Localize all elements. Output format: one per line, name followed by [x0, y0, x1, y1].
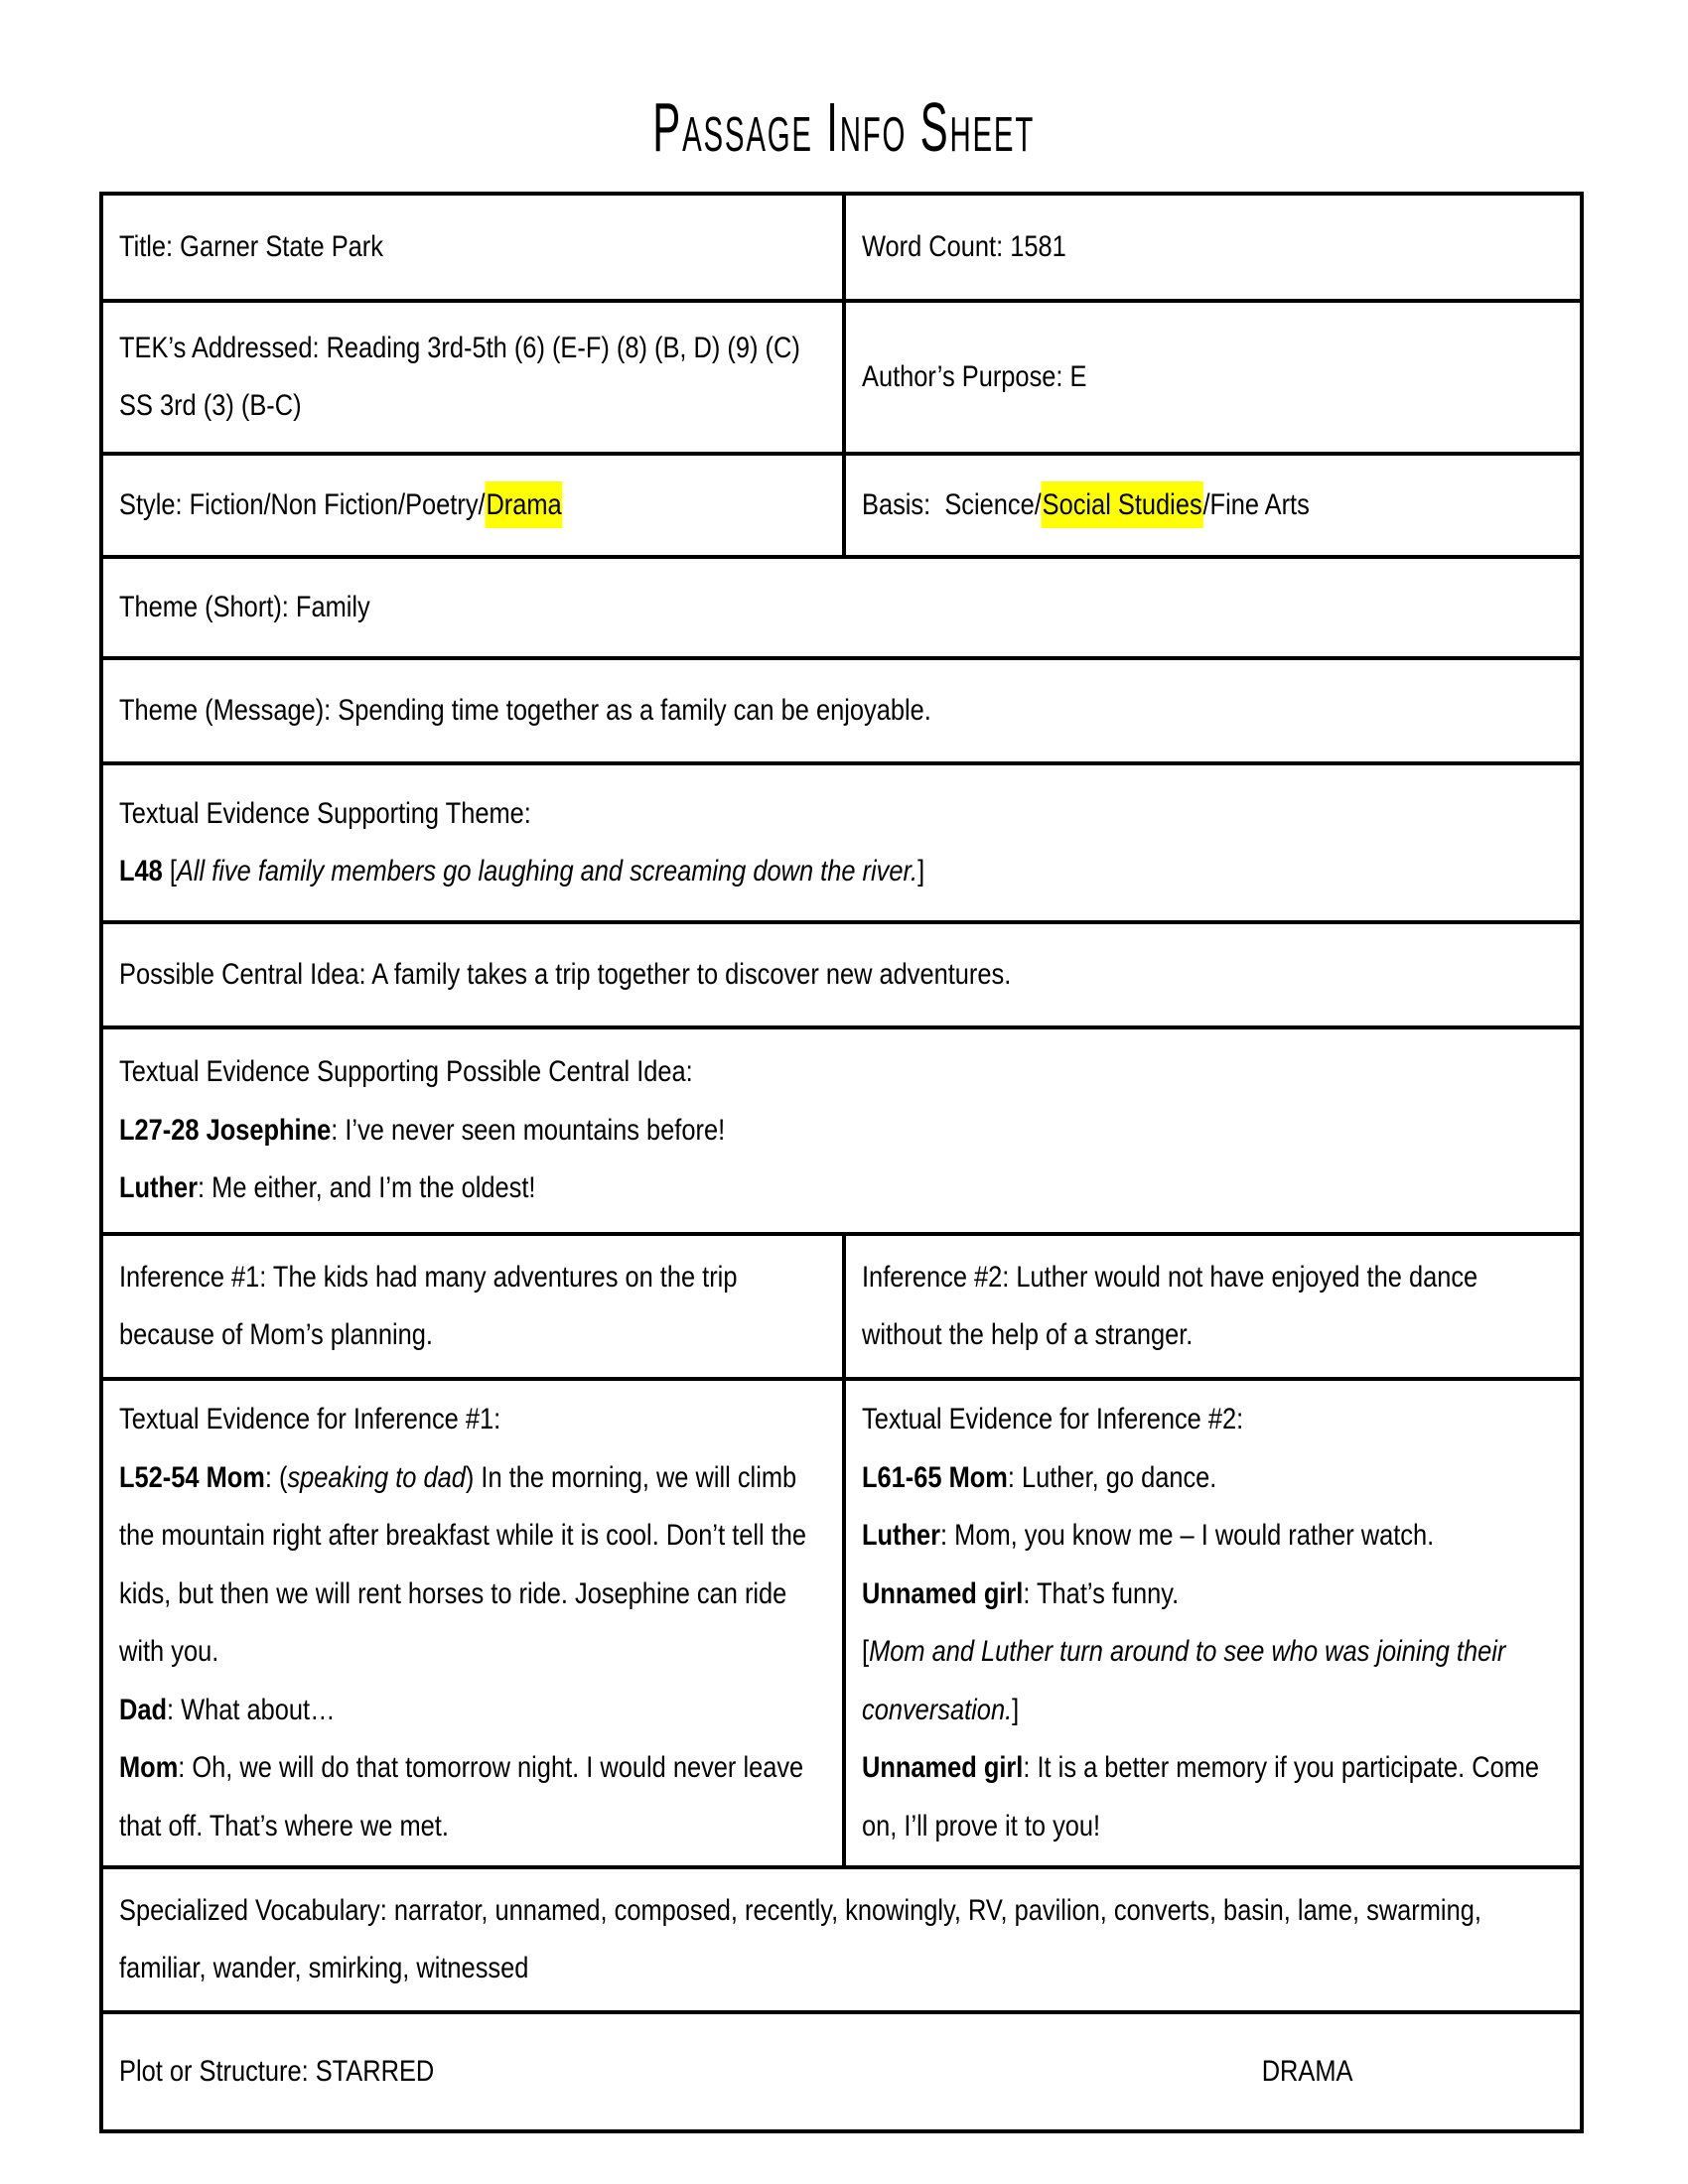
word-count-field — [862, 218, 1563, 277]
theme-message-field — [119, 682, 1563, 741]
cell-plot-structure — [101, 2012, 1582, 2131]
paragraph — [119, 946, 1563, 1005]
paragraph — [862, 1623, 1563, 1739]
paragraph — [119, 477, 826, 535]
cell-basis — [844, 454, 1582, 557]
text-run: Possible Central Idea: A family takes a trip together to discover new adventures. — [119, 957, 1012, 991]
text-run: Unnamed girl — [862, 1576, 1024, 1610]
text-run: Style: Fiction/Non Fiction/Poetry/ — [119, 487, 486, 521]
paragraph — [119, 1882, 1563, 1998]
text-run: Dad — [119, 1693, 168, 1726]
text-run: Mom and Luther turn around to see who was joining their conversation. — [862, 1635, 1506, 1726]
paragraph — [119, 785, 1563, 844]
cell-title — [101, 194, 844, 301]
text-run: : It is a better memory if you participate. Come on, I’ll prove it to you! — [862, 1751, 1540, 1843]
text-run: : ( — [264, 1460, 288, 1494]
paragraph — [862, 1449, 1563, 1508]
paragraph — [862, 1739, 1563, 1855]
text-run: Inference #1: The kids had many adventures on the trip because of Mom’s planning. — [119, 1260, 738, 1351]
cell-style — [101, 454, 844, 557]
row-theme-message — [101, 658, 1582, 763]
row-central-idea — [101, 922, 1582, 1027]
paragraph — [119, 1249, 826, 1365]
cell-central-idea — [101, 922, 1582, 1027]
evidence-inference-1-field — [119, 1391, 826, 1855]
text-run: ] — [1012, 1693, 1020, 1726]
row-plot-structure — [101, 2012, 1582, 2131]
text-run: L61-65 — [862, 1460, 950, 1494]
text-run: Textual Evidence Supporting Theme: — [119, 796, 531, 830]
paragraph — [119, 843, 1563, 901]
paragraph — [119, 1102, 1563, 1160]
evidence-inference-2-field — [862, 1391, 1563, 1855]
text-run: Mom — [206, 1460, 265, 1494]
row-evidence-central — [101, 1027, 1582, 1234]
paragraph — [119, 218, 826, 277]
cell-authors-purpose — [844, 301, 1582, 454]
cell-inference-1 — [101, 1234, 844, 1379]
row-evidence-theme — [101, 763, 1582, 922]
text-run: /Fine Arts — [1202, 487, 1311, 521]
cell-inference-2 — [844, 1234, 1582, 1379]
text-run: speaking to dad — [287, 1460, 466, 1494]
evidence-central-field — [119, 1043, 1563, 1218]
text-run: : Mom, you know me – I would rather watch. — [940, 1519, 1435, 1552]
row-title-wordcount — [101, 194, 1582, 301]
text-run: L52-54 — [119, 1460, 207, 1494]
text-run: Unnamed girl — [862, 1751, 1024, 1784]
paragraph — [862, 1391, 1563, 1449]
cell-vocab — [101, 1867, 1582, 2012]
paragraph — [862, 477, 1563, 535]
text-run: : That’s funny. — [1023, 1576, 1180, 1610]
text-run: Textual Evidence for Inference #1: — [119, 1403, 501, 1435]
row-theme-short — [101, 557, 1582, 658]
paragraph — [862, 218, 1563, 277]
cell-teks — [101, 301, 844, 454]
style-field — [119, 477, 826, 535]
cell-evidence-inference-1 — [101, 1379, 844, 1867]
text-run: Textual Evidence for Inference #2: — [862, 1403, 1244, 1435]
authors-purpose-field — [862, 348, 1563, 407]
row-vocab — [101, 1867, 1582, 2012]
text-run: : Luther, go dance. — [1008, 1460, 1217, 1494]
vocab-field — [119, 1882, 1563, 1998]
text-run: Mom — [119, 1751, 179, 1784]
plot-structure-label: Plot or Structure: STARRED — [119, 2054, 435, 2088]
central-idea-field — [119, 946, 1563, 1005]
inference-1-field — [119, 1249, 826, 1365]
plot-structure-field — [119, 2043, 1563, 2102]
paragraph — [119, 579, 1563, 637]
text-run: Josephine — [206, 1113, 332, 1147]
text-run: Theme (Message): Spending time together as a family can be enjoyable. — [119, 693, 931, 727]
paragraph — [862, 1507, 1563, 1566]
highlighted-text: Drama — [486, 481, 563, 528]
row-teks-purpose — [101, 301, 1582, 454]
cell-evidence-inference-2 — [844, 1379, 1582, 1867]
paragraph — [862, 348, 1563, 407]
text-run: : I’ve never seen mountains before! — [331, 1113, 726, 1147]
text-run: All five family members go laughing and screaming down the river. — [176, 855, 918, 887]
info-table — [99, 192, 1584, 2133]
paragraph — [119, 320, 826, 436]
text-run: [ — [862, 1635, 870, 1668]
theme-short-field — [119, 579, 1563, 637]
text-run: Title: Garner State Park — [119, 229, 383, 263]
paragraph — [119, 1391, 826, 1449]
evidence-theme-field — [119, 785, 1563, 901]
text-run: Word Count: 1581 — [862, 229, 1067, 263]
row-evidence-inferences — [101, 1379, 1582, 1867]
paragraph — [862, 1566, 1563, 1624]
text-run: Basis: Science/ — [862, 487, 1043, 521]
paragraph — [862, 1249, 1563, 1365]
paragraph — [119, 1043, 1563, 1102]
paragraph — [119, 682, 1563, 741]
text-run: L48 — [119, 855, 170, 887]
text-run: L27-28 — [119, 1113, 207, 1147]
inference-2-field — [862, 1249, 1563, 1365]
page-title — [0, 87, 1688, 167]
text-run: Inference #2: Luther would not have enjoyed the dance without the help of a stranger. — [862, 1260, 1478, 1351]
text-run: Author’s Purpose: E — [862, 359, 1087, 393]
cell-word-count — [844, 194, 1582, 301]
text-run: : Oh, we will do that tomorrow night. I would never leave that off. That’s where we met. — [119, 1751, 804, 1843]
page-title-text: Passage Info Sheet — [652, 88, 1036, 166]
plot-drama-label: DRAMA — [1261, 2054, 1353, 2088]
text-run: ) In the morning, we will climb the mountain right after breakfast while it is cool. Don’t tell the kids, but then we will rent horses to ride. Josephine can ride with you. — [119, 1460, 807, 1668]
basis-field — [862, 477, 1563, 535]
text-run: Luther — [119, 1171, 199, 1205]
paragraph — [119, 1160, 1563, 1218]
text-run: ] — [917, 855, 925, 887]
text-run: [ — [169, 855, 177, 887]
cell-theme-short — [101, 557, 1582, 658]
text-run: : What about… — [167, 1693, 336, 1726]
row-inferences — [101, 1234, 1582, 1379]
text-run: Theme (Short): Family — [119, 590, 370, 623]
text-run: TEK’s Addressed: Reading 3rd-5th (6) (E-F) (8) (B, D) (9) (C) SS 3rd (3) (B-C) — [119, 331, 800, 422]
paragraph — [119, 1449, 826, 1682]
row-style-basis — [101, 454, 1582, 557]
text-run: Specialized Vocabulary: narrator, unnamed, composed, recently, knowingly, RV, pavilion, converts, basin, lame, swarming, familiar, wander, smirking, witnessed — [119, 1893, 1481, 1984]
highlighted-text: Social Studies — [1042, 481, 1203, 528]
cell-theme-message — [101, 658, 1582, 763]
text-run: Luther — [862, 1519, 941, 1552]
paragraph — [119, 1682, 826, 1740]
paragraph — [119, 1739, 826, 1855]
cell-evidence-theme — [101, 763, 1582, 922]
cell-evidence-central — [101, 1027, 1582, 1234]
text-run: Mom — [949, 1460, 1009, 1494]
text-run: : Me either, and I’m the oldest! — [198, 1171, 536, 1205]
text-run: Textual Evidence Supporting Possible Central Idea: — [119, 1055, 693, 1089]
teks-field — [119, 320, 826, 436]
title-field — [119, 218, 826, 277]
